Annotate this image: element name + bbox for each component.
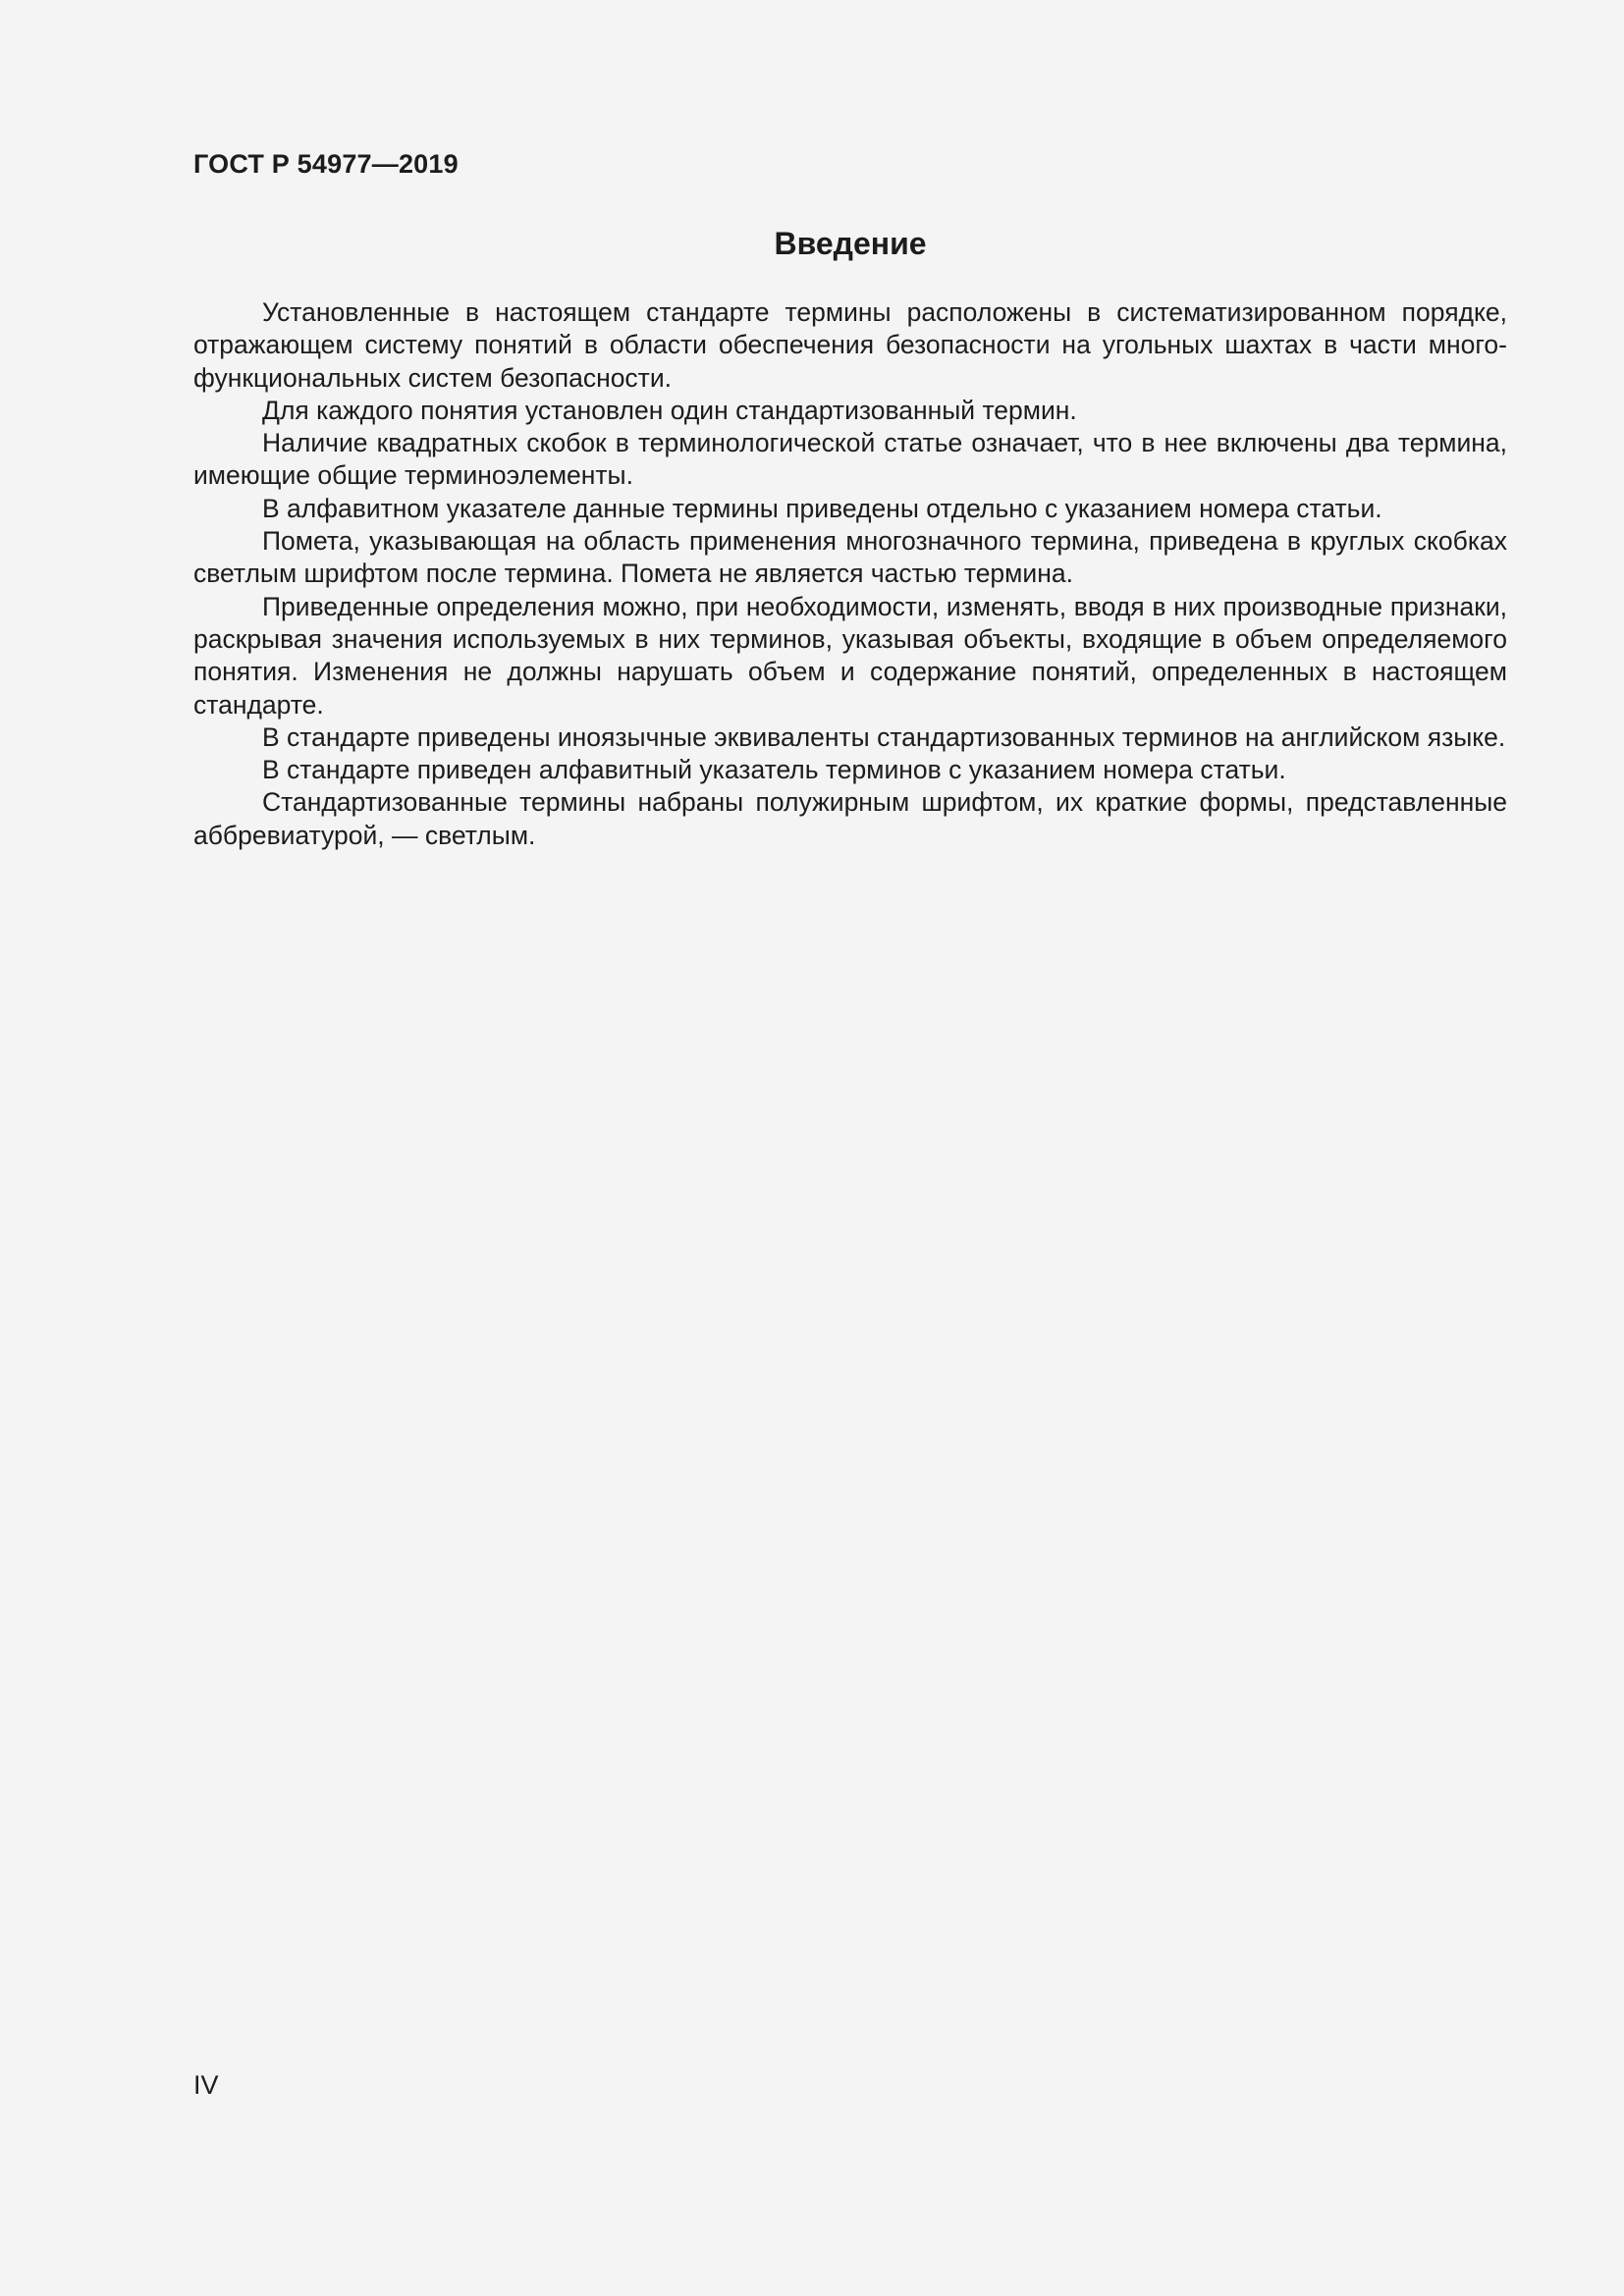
document-header: ГОСТ Р 54977—2019 [193,149,459,179]
introduction-body [193,296,1507,852]
paragraph: В стандарте приведен алфавитный указатель терминов с указанием номера статьи. [262,755,1286,785]
paragraph: Для каждого понятия установлен один стандартизованный термин. [262,395,1077,425]
paragraph: Стандартизованные термины набраны полужирным шрифтом, их краткие формы, представленные аббревиатурой, — светлым. [193,787,1507,850]
paragraph: Наличие квадратных скобок в терминологической статье означает, что в нее включены два термина, имеющие общие терминоэлементы. [193,428,1507,491]
paragraph: В стандарте приведены иноязычные эквиваленты стандартизованных терминов на английском языке. [262,721,1506,752]
paragraph: Помета, указывающая на область применения многозначного термина, приведена в круглых скобках светлым шрифтом после термина. Помета не является частью термина. [193,526,1507,589]
paragraph: В алфавитном указателе данные термины приведены отдельно с указанием номера статьи. [262,493,1382,523]
section-title: Введение [774,226,927,261]
paragraph: Приведенные определения можно, при необходимости, изменять, вводя в них производные признаки, раскрывая значения используемых в них терминов, указывая объекты, входящие в объем определяемого понятия. Изменения не должны нарушать объем и содержание понятий, определенных в настоящем стандарте. [193,591,1507,720]
page-number: IV [193,2070,219,2100]
paragraph: Установленные в настоящем стандарте термины расположены в систематизированном порядке, отражающем систему понятий в области обеспечения безопасности на угольных шахтах в части многофункциональных систем безопасности. [193,297,1507,393]
